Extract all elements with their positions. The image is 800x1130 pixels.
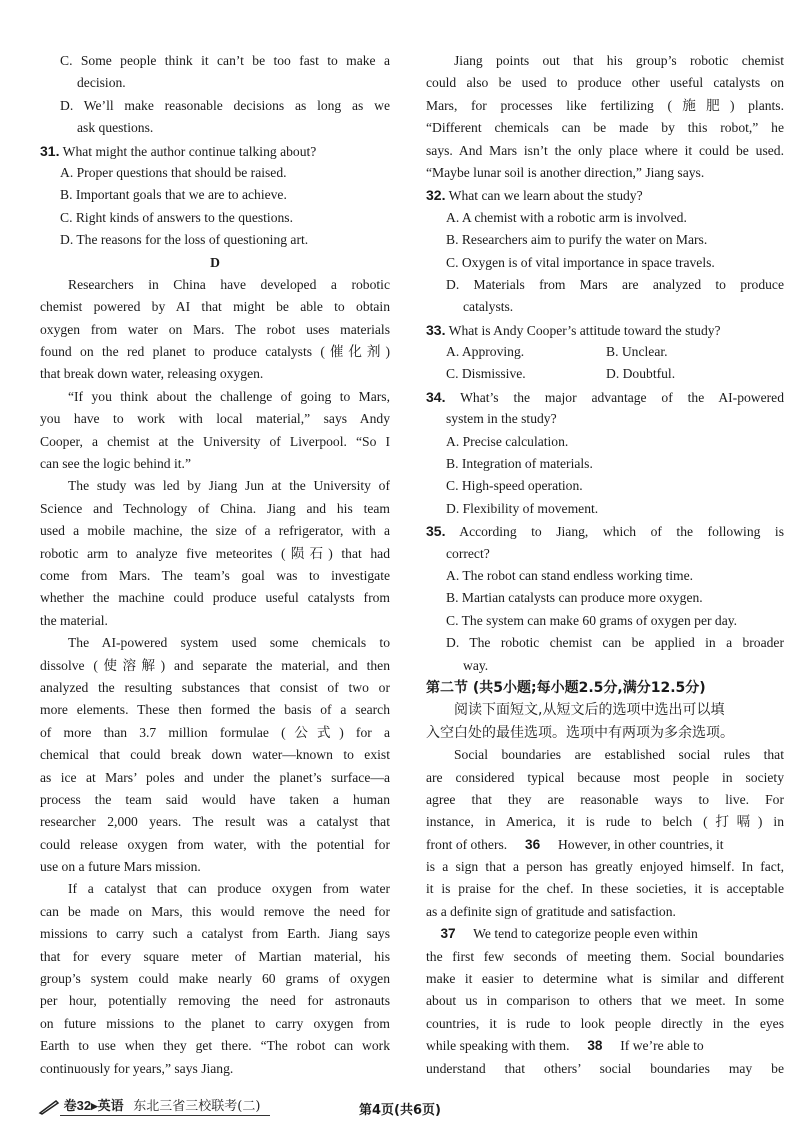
q32-option-d-line1: D. Materials from Mars are analyzed to produce [446, 276, 784, 292]
q34-stem-line1 [426, 386, 784, 408]
q32-stem [426, 184, 784, 206]
passage-line: process the team said would have taken a human [40, 791, 390, 807]
passage-line: says. And Mars isn’t the only place where it could be used. [426, 142, 784, 158]
passage-line: that for every square meter of Martian material, his [40, 948, 390, 964]
q32-text: What can we learn about the study? [448, 188, 643, 204]
passage-line: could also be used to produce other useful catalysts on [426, 75, 784, 91]
passage-line: group’s system could make nearly 60 grams of oxygen [40, 971, 390, 987]
q33-options-row [426, 341, 784, 363]
cloze-line: about us in comparison to others that we meet. In some [426, 993, 784, 1009]
q30-option-d-line1: D. We’ll make reasonable decisions as long as we [60, 97, 390, 113]
q31-option-d: D. The reasons for the loss of questioning art. [60, 232, 309, 248]
cloze-line-blank-36 [426, 834, 784, 856]
section2-instruction-line2: 入空白处的最佳选项。选项中有两项为多余选项。 [426, 724, 734, 741]
q34-text: What’s the major advantage of the AI-powered [460, 389, 784, 405]
q34-stem-line2: system in the study? [446, 411, 557, 427]
section-letter-d: D [210, 254, 220, 270]
cloze-text: while speaking with them. [426, 1038, 570, 1054]
passage-line: Mars, for processes like fertilizing (施肥) plants. [426, 97, 784, 113]
passage-line: missions to carry such a catalyst from Earth. Jiang says [40, 926, 390, 942]
passage-line: found on the red planet to produce catalysts (催化剂) [40, 344, 390, 360]
cloze-line: are considered typical because most people in society [426, 769, 784, 785]
passage-line: “Maybe lunar soil is another direction,” Jiang says. [426, 164, 705, 180]
cloze-line: understand that others’ social boundaries may be [426, 1060, 784, 1076]
blank-38[interactable]: 38 [573, 1035, 617, 1057]
footer-exam-label: 卷32▸英语 [63, 1098, 124, 1113]
q35-stem-line2: correct? [446, 545, 490, 561]
q31-option-c: C. Right kinds of answers to the questions. [60, 209, 293, 225]
q32-number: 32. [426, 187, 446, 204]
passage-line: continuously for years,” says Jiang. [40, 1060, 234, 1076]
cloze-line-blank-38 [426, 1035, 784, 1057]
q35-option-d-line1: D. The robotic chemist can be applied in a broader [446, 635, 784, 651]
passage-line: If a catalyst that can produce oxygen from water [68, 881, 390, 897]
cloze-text: front of others. [426, 836, 508, 852]
q32-option-b: B. Researchers aim to purify the water on Mars. [446, 232, 708, 248]
q34-option-d: D. Flexibility of movement. [446, 500, 599, 516]
blank-36[interactable]: 36 [511, 834, 555, 856]
q30-option-d-line2: ask questions. [77, 120, 154, 136]
q33-option-c: C. Dismissive. [446, 366, 526, 382]
passage-line: on future missions to the planet to carry oxygen from [40, 1015, 390, 1031]
q31-option-a: A. Proper questions that should be raised. [60, 164, 287, 180]
q33-option-b: B. Unclear. [606, 344, 668, 360]
passage-line: The AI-powered system used some chemicals to [68, 635, 390, 651]
blank-37[interactable]: 37 [426, 923, 470, 945]
q34-option-a: A. Precise calculation. [446, 433, 569, 449]
cloze-line: the first few seconds of meeting them. Social boundaries [426, 948, 784, 964]
q33-stem [426, 319, 784, 341]
passage-line: can be made on Mars, this would remove the need for [40, 903, 390, 919]
passage-line: more elements. These then formed the basis of a search [40, 702, 390, 718]
passage-line: “Different chemicals can be made by this robot,” he [426, 120, 784, 136]
cloze-text: We tend to categorize people even within [473, 926, 698, 942]
q35-option-a: A. The robot can stand endless working time. [446, 567, 694, 583]
passage-line: per hour, potentially removing the need for astronauts [40, 993, 390, 1009]
q33-option-a: A. Approving. [446, 344, 525, 360]
passage-line: chemist powered by AI that might be able to obtain [40, 299, 390, 315]
cloze-line: agree that they are reasonable ways to live. For [426, 791, 784, 807]
q31-number: 31. [40, 142, 60, 159]
q32-option-a: A. A chemist with a robotic arm is involved. [446, 209, 687, 225]
passage-line: of more than 3.7 million formulae (公式) for a [40, 724, 390, 740]
section2-instruction-line1: 阅读下面短文,从短文后的选项中选出可以填 [454, 702, 725, 719]
passage-line: analyzed the resulting substances that consist of two or [40, 679, 390, 695]
passage-line: “If you think about the challenge of going to Mars, [68, 388, 390, 404]
passage-line: oxygen from water on Mars. The robot uses materials [40, 321, 390, 337]
q31-stem [40, 140, 390, 162]
q34-option-c: C. High-speed operation. [446, 478, 583, 494]
q33-text: What is Andy Cooper’s attitude toward the study? [448, 322, 721, 338]
q35-stem-line1 [426, 520, 784, 542]
cloze-text: If we’re able to [620, 1038, 704, 1054]
cloze-line: it is praise for the chef. In these societies, it is acceptable [426, 881, 784, 897]
q31-option-b: B. Important goals that we are to achieve. [60, 187, 287, 203]
q31-text: What might the author continue talking about? [62, 143, 317, 159]
passage-line: come from Mars. The team’s goal was to investigate [40, 567, 390, 583]
cloze-line: as a definite sign of gratitude and satisfaction. [426, 903, 676, 919]
passage-line: Jiang points out that his group’s robotic chemist [454, 53, 784, 68]
cloze-line-blank-37 [426, 923, 784, 945]
q30-option-c-line2: decision. [77, 75, 126, 91]
passage-line: Earth to use when they get there. “The robot can work [40, 1038, 390, 1054]
passage-line: use on a future Mars mission. [40, 859, 201, 875]
cloze-line: Social boundaries are established social rules that [454, 747, 784, 763]
q32-option-c: C. Oxygen is of vital importance in space travels. [446, 254, 715, 270]
cloze-line: instance, in America, it is rude to belch (打嗝) in [426, 814, 784, 830]
q33-options-row [426, 363, 784, 385]
q35-number: 35. [426, 523, 446, 540]
cloze-line: is a sign that a person has greatly enjoyed himself. In fact, [426, 859, 784, 875]
passage-line: dissolve (使溶解) and separate the material, and then [40, 657, 390, 673]
q34-number: 34. [426, 388, 446, 405]
passage-line: Cooper, a chemist at the University of Liverpool. “So I [40, 433, 390, 449]
passage-line: whether the machine could produce useful catalysts from [40, 590, 390, 606]
q35-text: According to Jiang, which of the following is [459, 524, 784, 540]
footer-series: 东北三省三校联考(二) [133, 1099, 261, 1114]
passage-line: The study was led by Jiang Jun at the University of [68, 478, 390, 494]
cloze-text: However, in other countries, it [557, 836, 724, 852]
passage-line: as ice at Mars’ poles and under the planet’s surface—a [40, 769, 390, 785]
passage-line: Science and Technology of China. Jiang and his team [40, 500, 390, 516]
q35-option-b: B. Martian catalysts can produce more oxygen. [446, 590, 703, 606]
passage-line: you have to work with local material,” says Andy [40, 411, 390, 427]
page-footer [0, 1093, 800, 1123]
right-column [426, 50, 784, 1080]
passage-line: could release oxygen from water, with the potential for [40, 836, 390, 852]
q33-number: 33. [426, 321, 446, 338]
passage-line: the material. [40, 612, 108, 628]
q33-option-d: D. Doubtful. [606, 366, 676, 382]
q30-option-c-line1: C. Some people think it can’t be too fast to make a [60, 53, 390, 68]
passage-line: Researchers in China have developed a robotic [68, 276, 390, 292]
q34-option-b: B. Integration of materials. [446, 456, 593, 472]
cloze-line: make it easier to determine what is similar and different [426, 971, 784, 987]
page-number: 第4页(共6页) [359, 1103, 441, 1118]
passage-line: used a mobile machine, the size of a refrigerator, with a [40, 523, 390, 539]
passage-line: chemical that could break down water—known to exist [40, 747, 390, 763]
cloze-line: countries, it is rude to look people directly in the eyes [426, 1015, 784, 1031]
q35-option-d-line2: way. [463, 657, 489, 673]
q35-option-c: C. The system can make 60 grams of oxygen per day. [446, 612, 738, 628]
passage-line: robotic arm to analyze five meteorites (陨石) that had [40, 545, 390, 561]
q32-option-d-line2: catalysts. [463, 299, 514, 315]
passage-line: can see the logic behind it.” [40, 456, 191, 472]
section2-title: 第二节 (共5小题;每小题2.5分,满分12.5分) [426, 679, 706, 696]
left-column [40, 50, 390, 1080]
passage-line: researcher 2,000 years. The result was a catalyst that [40, 814, 390, 830]
passage-line: that break down water, releasing oxygen. [40, 366, 264, 382]
